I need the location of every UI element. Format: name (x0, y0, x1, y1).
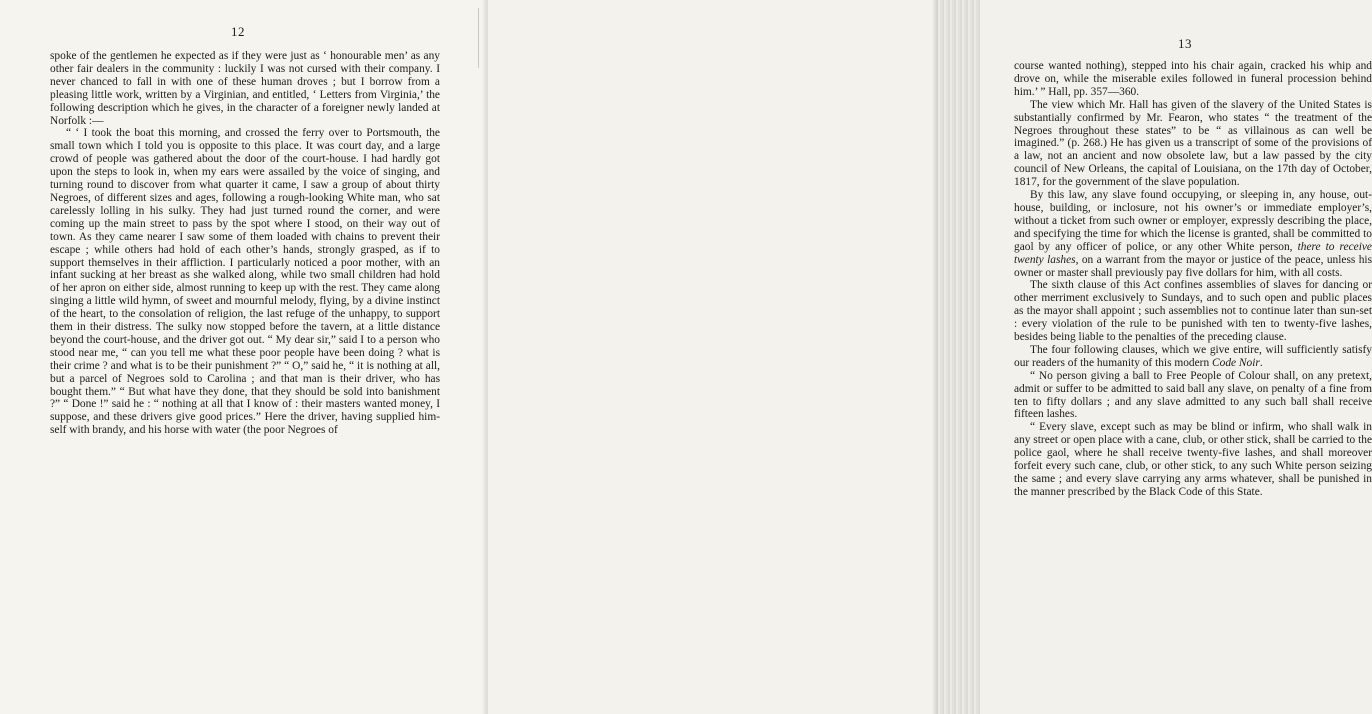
right-paragraph-1: course wanted nothing), stepped into his chair again, cracked his whip and drove on, while the miserable exiles followed in funeral procession behind him.’ ” Hall, pp. 357—360. (1014, 60, 1372, 98)
left-page-text (50, 50, 440, 437)
right-paragraph-7: “ Every slave, except such as may be blind or infirm, who shall walk in any street or open place with a cane, club, or other stick, shall be carried to the police gaol, where he shall receive twenty-five lashes, and shall moreover forfeit every such cane, club, or other stick, to any such White person seizing the same ; and every slave carrying any arms whatever, shall be punished in the manner prescribed by the Black Code of this State. (1014, 421, 1372, 498)
paragraph-text: . (1259, 356, 1263, 369)
right-page-number: 13 (1178, 36, 1192, 51)
left-paragraph-1: spoke of the gentlemen he expected as if they were just as ‘ honourable men’ as any other fair dealers in the community : luckily I was not cursed with their company. I never chanced to fall in with one of these human droves ; but I borrow from a pleasing little work, written by a Virginian, and entitled, ‘ Letters from Virginia,’ the following description which he gives, in the character of a foreigner newly landed at Norfolk :— (50, 50, 440, 127)
paragraph-text: , on a warrant from the mayor or justice of the peace, unless his owner or master shall previously pay five dollars for him, with all costs. (1014, 253, 1372, 279)
right-page-text (1014, 60, 1372, 499)
right-paragraph-5 (1014, 344, 1372, 370)
right-paragraph-4: The sixth clause of this Act confines assemblies of slaves for dancing or other merriment exclusively to Sundays, and to such open and public places as the mayor shall appoint ; such assemblies not to continue later than sun-set : every violation of the rule to be punished with ten to twenty-five lashes, besides being liable to the penalties of the preceding clause. (1014, 279, 1372, 344)
right-page (488, 0, 1372, 714)
right-paragraph-3 (1014, 189, 1372, 279)
gutter-crease (478, 8, 485, 68)
paragraph-text: By this law, any slave found occupying, or sleeping in, any house, out-house, building, or inclosure, not his owner’s or immediate employer’s, without a ticket from such owner or employer, expressly describing the place, and specifying the time for which the license is granted, shall be committed to gaol by any officer of police, or any other White person, (1014, 189, 1372, 253)
right-paragraph-2: The view which Mr. Hall has given of the slavery of the United States is substantially confirmed by Mr. Fearon, who states “ the treatment of the Negroes throughout these states” to be “ as villainous as can well be imagined.” (p. 268.) He has given us a transcript of some of the provisions of a law, not an ancient and now obsolete law, but a law passed by the city council of New Orleans, the capital of Louisiana, on the 17th day of October, 1817, for the government of the slave population. (1014, 98, 1372, 189)
left-paragraph-2: “ ‘ I took the boat this morning, and crossed the ferry over to Portsmouth, the small town which I told you is opposite to this place. It was court day, and a large crowd of people was gathered about the door of the court-house. I had hardly got upon the steps to look in, when my ears were assailed by the voice of singing, and turning round to discover from what quarter it came, I saw a group of about thirty Negroes, of different sizes and ages, following a rough-looking White man, who sat carelessly lolling in his sulky. They had just turned round the corner, and were coming up the main street to pass by the spot where I stood, on their way out of town. As they came nearer I saw some of them loaded with chains to prevent their escape ; while others had hold of each other’s hands, strongly grasped, as if to support themselves in their affliction. I particularly noticed a poor mother, with an infant sucking at her breast as she walked along, while two small children had hold of her apron on either side, almost running to keep up with the rest. They came along singing a little wild hymn, of sweet and mournful melody, flying, by a divine instinct of the heart, to the consolation of religion, the last refuge of the unhappy, to support them in their distress. The sulky now stopped before the tavern, at a little distance beyond the court-house, and the driver got out. “ My dear sir,” said I to a person who stood near me, “ can you tell me what these poor people have been doing ? what is their crime ? and what is to be their punishment ?” “ O,” said he, “ it is nothing at all, but a parcel of Negroes sold to Carolina ; and that man is their driver, who has bought them.” “ But what have they done, that they should be sold into banishment ?” “ Done !” said he : “ nothing at all that I know of : their masters wanted money, I suppose, and these drivers give good prices.” Here the driver, having supplied himself with brandy, and his horse with water (the poor Negroes of (50, 127, 440, 437)
page-edges (938, 0, 980, 714)
italic-phrase: Code Noir (1212, 356, 1260, 369)
right-paragraph-6: “ No person giving a ball to Free People of Colour shall, on any pretext, admit or suffer to be admitted to said ball any slave, on penalty of a fine from ten to fifty dollars ; and any slave admitted to any such ball shall receive fifteen lashes. (1014, 369, 1372, 421)
left-page-number: 12 (231, 24, 245, 39)
paragraph-text: The four following clauses, which we give entire, will sufficiently satisfy our readers of the humanity of this modern (1014, 343, 1372, 369)
left-page (0, 0, 488, 714)
italic-phrase: there to receive twenty lashes (1014, 240, 1372, 266)
